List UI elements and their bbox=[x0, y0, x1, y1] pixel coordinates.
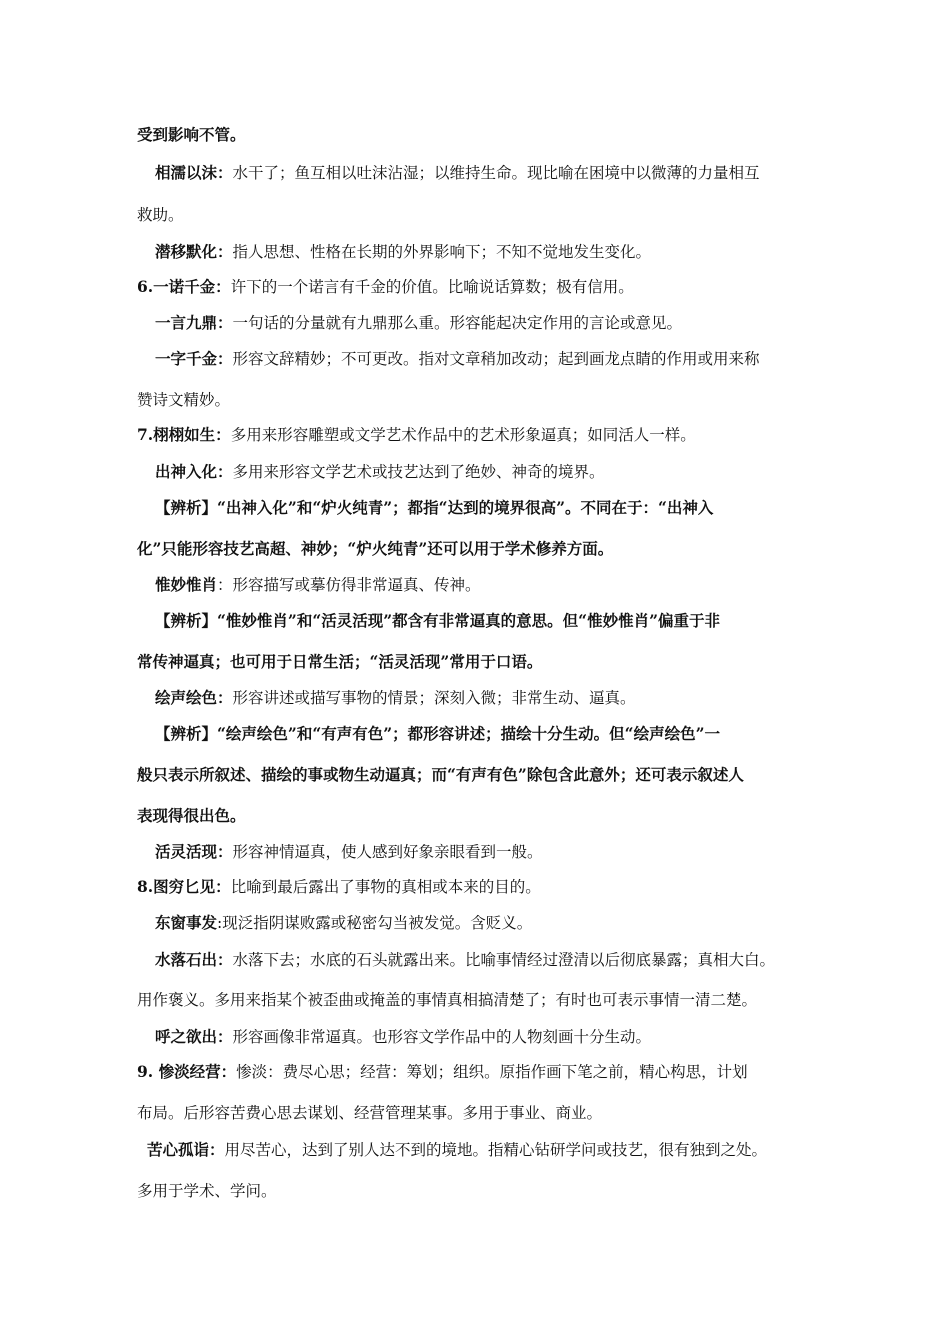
definition: 指人思想、性格在长期的外界影响下；不知不觉地发生变化。 bbox=[232, 243, 652, 261]
term: 7.栩栩如生： bbox=[137, 425, 231, 444]
definition: 惨淡：费尽心思；经营：筹划；组织。原指作画下笔之前，精心构思，计划 bbox=[236, 1063, 748, 1081]
definition: 救助。 bbox=[137, 206, 184, 224]
term: 相濡以沫： bbox=[155, 163, 233, 182]
term: 9. 惨淡经营： bbox=[137, 1062, 237, 1081]
term: 出神入化： bbox=[155, 462, 233, 481]
term: 受到影响不管。 bbox=[137, 125, 246, 144]
text-line bbox=[137, 390, 230, 410]
text-line bbox=[137, 539, 613, 559]
definition: 水干了；鱼互相以吐沫沾湿；以维持生命。现比喻在困境中以微薄的力量相互 bbox=[232, 164, 760, 182]
text-line bbox=[155, 611, 720, 631]
term: 8.图穷匕见： bbox=[137, 877, 231, 896]
analysis-text: 【辨析】“出神入化”和“炉火纯青”；都指“达到的境界很高”。不同在于：“出神入 bbox=[155, 498, 714, 517]
term: 绘声绘色： bbox=[155, 688, 233, 707]
definition: ：形容描写或摹仿得非常逼真、传神。 bbox=[217, 576, 481, 594]
text-line bbox=[155, 688, 636, 708]
text-line bbox=[155, 462, 605, 482]
text-line bbox=[137, 652, 542, 672]
analysis-text: 化”只能形容技艺高超、神妙；“炉火纯青”还可以用于学术修养方面。 bbox=[137, 539, 614, 558]
term: 一字千金： bbox=[155, 349, 233, 368]
text-line bbox=[137, 765, 744, 785]
term: 水落石出： bbox=[155, 950, 233, 969]
definition: 形容画像非常逼真。也形容文学作品中的人物刻画十分生动。 bbox=[232, 1028, 652, 1046]
definition: 水落下去；水底的石头就露出来。比喻事情经过澄清以后彻底暴露；真相大白。 bbox=[232, 951, 776, 969]
analysis-text: 般只表示所叙述、描绘的事或物生动逼真；而“有声有色”除包含此意外；还可表示叙述人 bbox=[137, 765, 744, 784]
text-line bbox=[137, 1062, 748, 1082]
term: 呼之欲出： bbox=[155, 1027, 233, 1046]
text-line bbox=[147, 1140, 767, 1160]
definition: 多用来形容文学艺术或技艺达到了绝妙、神奇的境界。 bbox=[232, 463, 605, 481]
term: 活灵活现： bbox=[155, 842, 233, 861]
definition: 多用来形容雕塑或文学艺术作品中的艺术形象逼真；如同活人一样。 bbox=[230, 426, 696, 444]
text-line bbox=[155, 163, 760, 183]
text-line bbox=[155, 498, 713, 518]
term: 惟妙惟肖 bbox=[155, 575, 218, 594]
text-line bbox=[137, 205, 184, 225]
text-line bbox=[137, 277, 634, 297]
text-line bbox=[155, 950, 775, 970]
text-line bbox=[155, 313, 682, 333]
text-line bbox=[155, 575, 481, 595]
analysis-text: 表现得很出色。 bbox=[137, 806, 246, 825]
definition: :现泛指阴谋败露或秘密勾当被发觉。含贬义。 bbox=[217, 914, 533, 932]
analysis-text: 【辨析】“惟妙惟肖”和“活灵活现”都含有非常逼真的意思。但“惟妙惟肖”偏重于非 bbox=[155, 611, 720, 630]
definition: 一句话的分量就有九鼎那么重。形容能起决定作用的言论或意见。 bbox=[232, 314, 683, 332]
definition: 许下的一个诺言有千金的价值。比喻说话算数；极有信用。 bbox=[230, 278, 634, 296]
term: 东窗事发 bbox=[155, 913, 218, 932]
text-line bbox=[155, 842, 543, 862]
term: 潜移默化： bbox=[155, 242, 233, 261]
text-line bbox=[137, 125, 246, 145]
text-line bbox=[155, 724, 720, 744]
text-line bbox=[137, 1103, 602, 1123]
text-line bbox=[137, 425, 696, 445]
definition: 赞诗文精妙。 bbox=[137, 391, 231, 409]
definition: 形容神情逼真，使人感到好象亲眼看到一般。 bbox=[232, 843, 543, 861]
definition: 用作褒义。多用来指某个被歪曲或掩盖的事情真相搞清楚了；有时也可表示事情一清二楚。 bbox=[137, 991, 758, 1009]
text-line bbox=[137, 877, 541, 897]
term: 一言九鼎： bbox=[155, 313, 233, 332]
definition: 多用于学术、学问。 bbox=[137, 1182, 277, 1200]
text-line bbox=[137, 1181, 277, 1201]
definition: 用尽苦心，达到了别人达不到的境地。指精心钻研学问或技艺，很有独到之处。 bbox=[224, 1141, 768, 1159]
text-line bbox=[155, 913, 532, 933]
analysis-text: 常传神逼真；也可用于日常生活；“活灵活现”常用于口语。 bbox=[137, 652, 543, 671]
text-line bbox=[155, 1027, 651, 1047]
analysis-text: 【辨析】“绘声绘色”和“有声有色”；都形容讲述；描绘十分生动。但“绘声绘色”一 bbox=[155, 724, 720, 743]
text-line bbox=[155, 349, 760, 369]
text-line bbox=[137, 806, 246, 826]
text-line bbox=[155, 242, 651, 262]
text-line bbox=[137, 990, 757, 1010]
term: 苦心孤诣： bbox=[147, 1140, 225, 1159]
term: 6.一诺千金： bbox=[137, 277, 231, 296]
definition: 形容讲述或描写事物的情景；深刻入微；非常生动、逼真。 bbox=[232, 689, 636, 707]
definition: 形容文辞精妙；不可更改。指对文章稍加改动；起到画龙点睛的作用或用来称 bbox=[232, 350, 760, 368]
definition: 布局。后形容苦费心思去谋划、经营管理某事。多用于事业、商业。 bbox=[137, 1104, 603, 1122]
definition: 比喻到最后露出了事物的真相或本来的目的。 bbox=[230, 878, 541, 896]
